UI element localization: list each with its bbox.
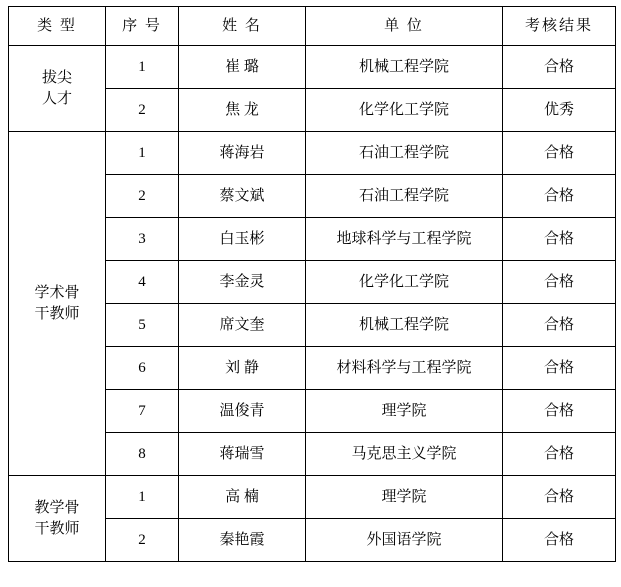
- cell-number: 6: [106, 347, 179, 390]
- type-line: 学术骨: [34, 285, 80, 302]
- cell-name: 蔡文斌: [179, 175, 306, 218]
- table-row: [9, 46, 616, 89]
- cell-name: 蒋瑞雪: [179, 433, 306, 476]
- cell-unit: 石油工程学院: [306, 132, 503, 175]
- cell-type-group: [9, 476, 106, 562]
- table-row: [9, 132, 616, 175]
- type-line: 干教师: [34, 305, 80, 322]
- cell-name: 温俊青: [179, 390, 306, 433]
- cell-result: 合格: [503, 46, 616, 89]
- assessment-results-table: [8, 6, 616, 562]
- cell-name: 秦艳霞: [179, 519, 306, 562]
- cell-number: 2: [106, 175, 179, 218]
- type-line: 干教师: [34, 520, 80, 537]
- cell-name: 刘 静: [179, 347, 306, 390]
- cell-unit: 理学院: [306, 476, 503, 519]
- cell-result: 合格: [503, 476, 616, 519]
- cell-unit: 外国语学院: [306, 519, 503, 562]
- cell-unit: 机械工程学院: [306, 304, 503, 347]
- table-row: [9, 476, 616, 519]
- cell-name: 高 楠: [179, 476, 306, 519]
- cell-number: 2: [106, 519, 179, 562]
- cell-number: 8: [106, 433, 179, 476]
- header-unit: 单 位: [306, 7, 503, 46]
- cell-number: 5: [106, 304, 179, 347]
- type-line: 拔尖: [41, 70, 72, 87]
- cell-unit: 石油工程学院: [306, 175, 503, 218]
- cell-result: 合格: [503, 390, 616, 433]
- cell-unit: 化学化工学院: [306, 89, 503, 132]
- cell-number: 1: [106, 46, 179, 89]
- cell-result: 合格: [503, 175, 616, 218]
- cell-result: 合格: [503, 218, 616, 261]
- cell-unit: 化学化工学院: [306, 261, 503, 304]
- cell-name: 蒋海岩: [179, 132, 306, 175]
- cell-name: 焦 龙: [179, 89, 306, 132]
- cell-name: 崔 璐: [179, 46, 306, 89]
- cell-name: 白玉彬: [179, 218, 306, 261]
- table-header: [9, 7, 616, 46]
- table-body: [9, 46, 616, 562]
- cell-unit: 地球科学与工程学院: [306, 218, 503, 261]
- type-line: 人才: [41, 90, 72, 107]
- cell-number: 4: [106, 261, 179, 304]
- header-row: [9, 7, 616, 46]
- header-type: 类 型: [9, 7, 106, 46]
- cell-result: 合格: [503, 132, 616, 175]
- header-result: 考核结果: [503, 7, 616, 46]
- cell-result: 合格: [503, 519, 616, 562]
- cell-type-group: [9, 132, 106, 476]
- type-line: 教学骨: [34, 500, 80, 517]
- cell-number: 7: [106, 390, 179, 433]
- cell-unit: 马克思主义学院: [306, 433, 503, 476]
- cell-result: 合格: [503, 304, 616, 347]
- header-number: 序 号: [106, 7, 179, 46]
- cell-unit: 理学院: [306, 390, 503, 433]
- cell-result: 合格: [503, 347, 616, 390]
- cell-number: 3: [106, 218, 179, 261]
- cell-number: 1: [106, 132, 179, 175]
- cell-result: 优秀: [503, 89, 616, 132]
- cell-result: 合格: [503, 261, 616, 304]
- header-name: 姓 名: [179, 7, 306, 46]
- cell-name: 席文奎: [179, 304, 306, 347]
- cell-number: 1: [106, 476, 179, 519]
- cell-type-group: [9, 46, 106, 132]
- cell-unit: 材料科学与工程学院: [306, 347, 503, 390]
- cell-number: 2: [106, 89, 179, 132]
- cell-unit: 机械工程学院: [306, 46, 503, 89]
- cell-result: 合格: [503, 433, 616, 476]
- cell-name: 李金灵: [179, 261, 306, 304]
